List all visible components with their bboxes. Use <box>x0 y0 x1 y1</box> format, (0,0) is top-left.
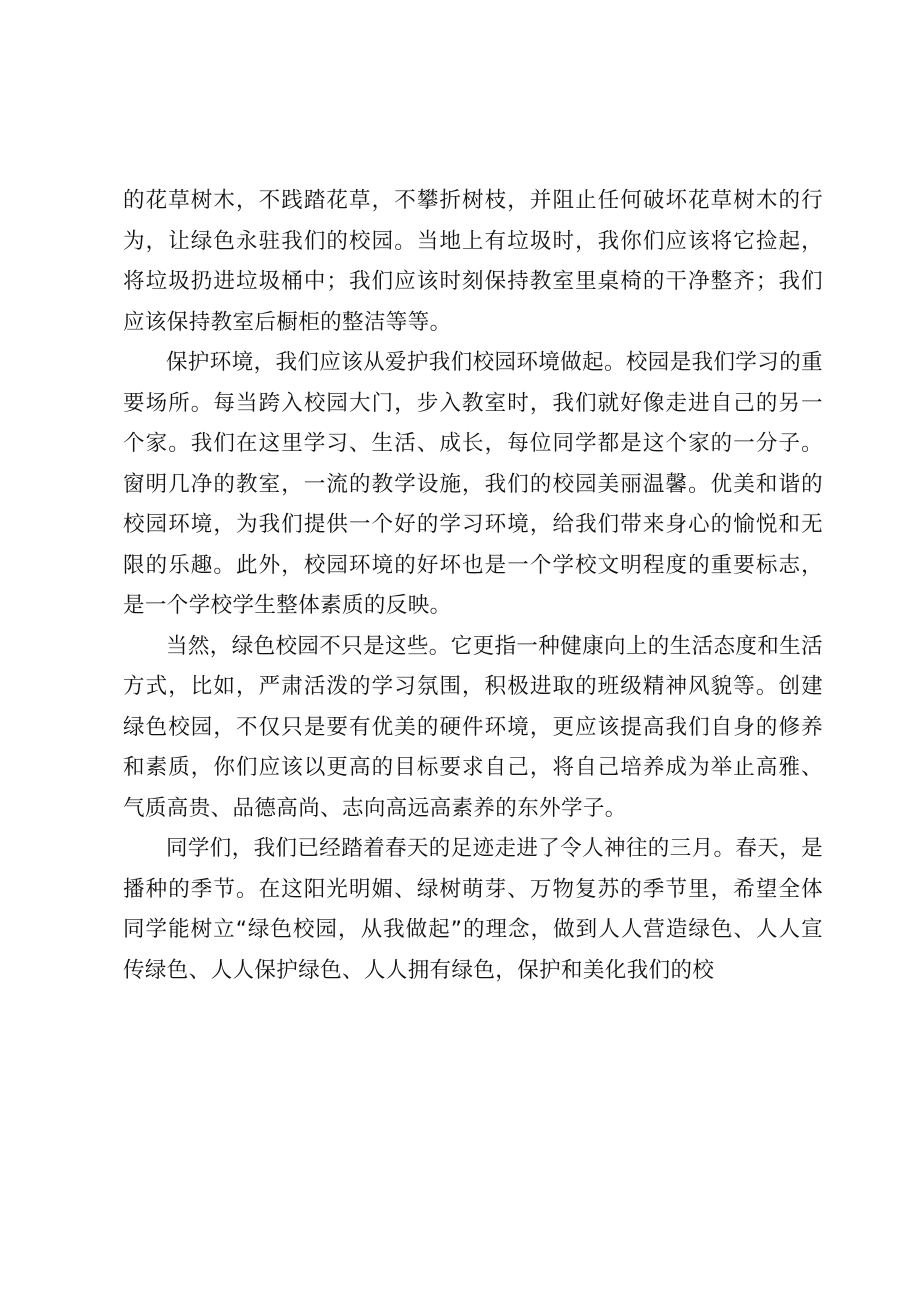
paragraph-continuation: 的花草树木，不践踏花草，不攀折树枝，并阻止任何破坏花草树木的行为，让绿色永驻我们的校园。当地上有垃圾时，我你们应该将它捡起，将垃圾扔进垃圾桶中；我们应该时刻保持教室里桌椅的干净整齐；我们应该保持教室后橱柜的整洁等等。 <box>123 188 823 335</box>
paragraph-green-campus: 当然，绿色校园不只是这些。它更指一种健康向上的生活态度和生活方式，比如，严肃活泼的学习氛围，积极进取的班级精神风貌等。创建绿色校园，不仅只是要有优美的硬件环境，更应该提高我们自身的修养和素质，你们应该以更高的目标要求自己，将自己培养成为举止高雅、气质高贵、品德高尚、志向高远高素养的东外学子。 <box>123 633 824 821</box>
paragraph-campus-environment: 保护环境，我们应该从爱护我们校园环境做起。校园是我们学习的重要场所。每当跨入校园大门，步入教室时，我们就好像走进自己的另一个家。我们在这里学习、生活、成长，每位同学都是这个家的一分子。窗明几净的教室，一流的教学设施，我们的校园美丽温馨。优美和谐的校园环境，为我们提供一个好的学习环境，给我们带来身心的愉悦和无限的乐趣。此外，校园环境的好坏也是一个学校文明程度的重要标志，是一个学校学生整体素质的反映。 <box>123 350 824 618</box>
document-body <box>123 181 823 991</box>
paragraph-spring-call: 同学们，我们已经踏着春天的足迹走进了令人神往的三月。春天，是播种的季节。在这阳光明媚、绿树萌芽、万物复苏的季节里，希望全体同学能树立“绿色校园，从我做起”的理念，做到人人营造绿色、人人宣传绿色、人人保护绿色、人人拥有绿色，保护和美化我们的校 <box>123 836 824 983</box>
